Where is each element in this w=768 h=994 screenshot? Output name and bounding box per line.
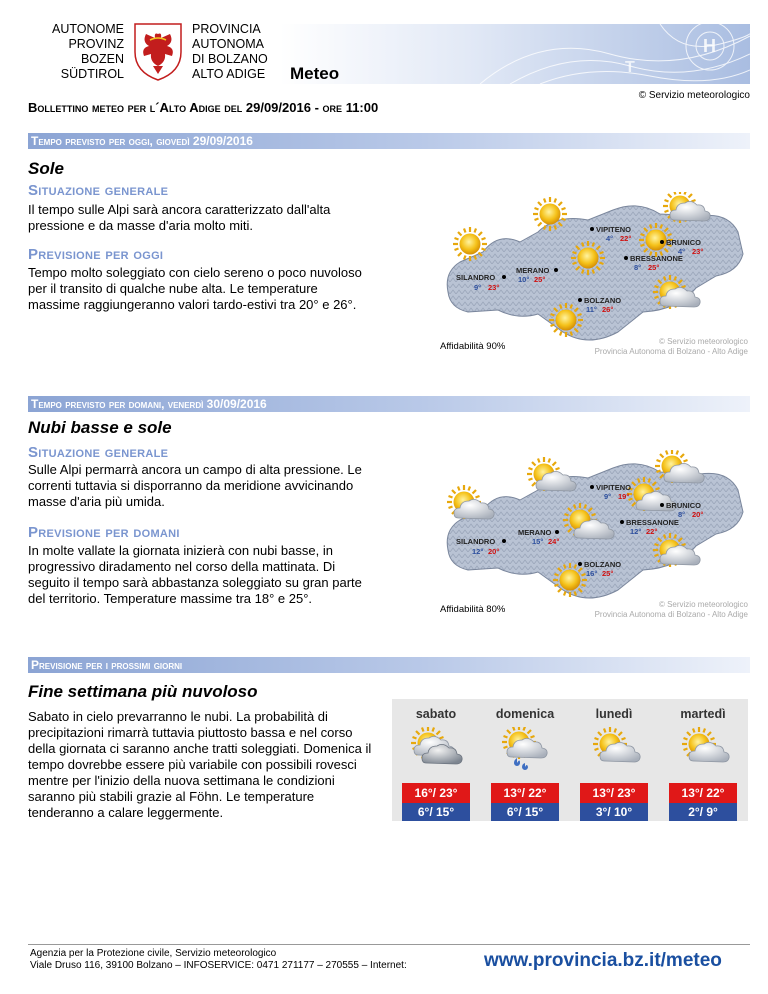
footer-address: Viale Druso 116, 39100 Bolzano – INFOSERVICE: 0471 271177 – 270555 – Internet: bbox=[30, 960, 407, 971]
bulletin-separator: - bbox=[314, 100, 319, 115]
station-min: 11° bbox=[586, 305, 597, 314]
map-credit-line: Provincia Autonoma di Bolzano - Alto Adige bbox=[594, 610, 748, 619]
forecast-day-column bbox=[481, 699, 569, 821]
header-banner bbox=[280, 24, 750, 84]
today-bar-label: Tempo previsto per oggi, giovedì bbox=[31, 134, 190, 148]
bulletin-time: 11:00 bbox=[345, 100, 379, 115]
today-situation-text: Il tempo sulle Alpi sarà ancora caratterizzato dall'alta pressione e da masse d'aria molto miti. bbox=[28, 202, 331, 233]
header-left-line: PROVINZ bbox=[68, 37, 124, 51]
forecast-day-label: lunedì bbox=[595, 707, 633, 721]
section-bar-today-label bbox=[31, 133, 253, 149]
partly-cloudy-icon bbox=[586, 727, 642, 771]
section-bar-today bbox=[28, 133, 750, 149]
forecast-day-label: martedì bbox=[680, 707, 726, 721]
tomorrow-reliability: Affidabilità 80% bbox=[440, 604, 506, 615]
tomorrow-headline: Nubi basse e sole bbox=[28, 418, 172, 437]
station-min: 12° bbox=[472, 547, 484, 556]
station-max: 20° bbox=[692, 510, 704, 519]
station-min: 16° bbox=[586, 569, 598, 578]
bulletin-date: 29/09/2016 bbox=[245, 100, 311, 115]
forecast-min-temp: 6°/ 15° bbox=[491, 803, 559, 821]
next-days-text: Sabato in cielo prevarranno le nubi. La probabilità di precipitazioni rimarrà tuttavia piuttosto bassa e nel corso della giornata ci saranno anche tratti soleggiati. Domenica il tempo dovrebbe essere più variabile con possibili rovesci mentre per l'inizio della nuova settimana le condizioni saranno più stabili grazie al Föhn. Le temperature tenderanno a calare leggermente. bbox=[28, 709, 372, 820]
header-right-line: PROVINCIA bbox=[192, 22, 261, 36]
header-right-line: ALTO ADIGE bbox=[192, 67, 266, 81]
footer-website-link[interactable]: www.provincia.bz.it/meteo bbox=[484, 950, 722, 971]
map-credit-line: © Servizio meteorologico bbox=[658, 600, 748, 609]
header-right-line: DI BOLZANO bbox=[192, 52, 268, 66]
header-left-name bbox=[28, 22, 124, 82]
bulletin-prefix: Bollettino meteo per l´Alto Adige del bbox=[28, 100, 243, 115]
station-max: 25° bbox=[534, 275, 546, 284]
showers-icon bbox=[497, 727, 553, 771]
station-name: MERANO bbox=[518, 528, 552, 537]
station-max: 26° bbox=[602, 305, 614, 314]
station-max: 20° bbox=[488, 547, 500, 556]
partly-cloudy-icon bbox=[675, 727, 731, 771]
station-max: 22° bbox=[620, 234, 632, 243]
footer-divider bbox=[28, 944, 750, 945]
station-name: BRUNICO bbox=[666, 238, 701, 247]
forecast-day-column bbox=[392, 699, 480, 821]
today-map-credit bbox=[580, 337, 748, 357]
station-min: 8° bbox=[634, 263, 642, 272]
forecast-max-temp: 16°/ 23° bbox=[402, 783, 470, 803]
section-bar-tomorrow bbox=[28, 396, 750, 412]
station-name: VIPITENO bbox=[596, 483, 632, 492]
province-crest-icon bbox=[132, 22, 184, 82]
station-name: BRESSANONE bbox=[626, 518, 679, 527]
cloudy-sun-icon bbox=[408, 727, 464, 771]
station-max: 23° bbox=[488, 283, 500, 292]
tomorrow-situation-text: Sulle Alpi permarrà ancora un campo di alta pressione. Le correnti tuttavia si disporranno da meridione avvicinando masse d'aria più umida. bbox=[28, 462, 362, 509]
tomorrow-forecast-title: Previsione per domani bbox=[28, 524, 180, 541]
header-right-name bbox=[192, 22, 268, 82]
tomorrow-weather-map bbox=[438, 450, 748, 610]
station-min: 9° bbox=[604, 492, 612, 501]
station-name: SILANDRO bbox=[456, 273, 496, 282]
station-max: 23° bbox=[692, 247, 704, 256]
forecast-min-temp: 2°/ 9° bbox=[669, 803, 737, 821]
header-left-line: SÜDTIROL bbox=[60, 67, 124, 81]
forecast-day-column bbox=[659, 699, 747, 821]
header-left-line: AUTONOME bbox=[52, 22, 124, 36]
tomorrow-bar-label: Tempo previsto per domani, venerdì bbox=[31, 397, 204, 411]
tomorrow-map-credit bbox=[580, 600, 748, 620]
today-bar-date: 29/09/2016 bbox=[192, 134, 253, 148]
station-min: 4° bbox=[678, 247, 686, 256]
section-bar-next-days bbox=[28, 657, 750, 673]
tomorrow-situation-title: Situazione generale bbox=[28, 444, 169, 461]
section-bar-tomorrow-label bbox=[31, 396, 267, 412]
svg-text:H: H bbox=[703, 36, 716, 56]
station-max: 22° bbox=[646, 527, 658, 536]
today-situation-title: Situazione generale bbox=[28, 182, 169, 199]
station-max: 25° bbox=[648, 263, 660, 272]
bulletin-ore-label: ore bbox=[322, 100, 343, 115]
station-name: MERANO bbox=[516, 266, 550, 275]
station-max: 19° bbox=[618, 492, 630, 501]
today-headline: Sole bbox=[28, 159, 64, 178]
station-name: VIPITENO bbox=[596, 225, 632, 234]
station-name: BRUNICO bbox=[666, 501, 701, 510]
station-min: 4° bbox=[606, 234, 614, 243]
forecast-max-temp: 13°/ 22° bbox=[669, 783, 737, 803]
station-min: 8° bbox=[678, 510, 686, 519]
map-credit-line: © Servizio meteorologico bbox=[658, 337, 748, 346]
station-min: 9° bbox=[474, 283, 482, 292]
forecast-day-label: domenica bbox=[495, 707, 555, 721]
today-forecast-title: Previsione per oggi bbox=[28, 246, 164, 263]
today-weather-map bbox=[438, 192, 748, 352]
page-title: Meteo bbox=[290, 64, 340, 83]
weather-chart-decoration bbox=[280, 24, 750, 84]
forecast-day-label: sabato bbox=[415, 707, 457, 721]
section-bar-next-days-label bbox=[31, 657, 182, 673]
copyright-notice: © Servizio meteorologico bbox=[638, 90, 750, 101]
next-days-bar-label: Previsione per i prossimi giorni bbox=[31, 658, 183, 672]
forecast-day-column bbox=[570, 699, 658, 821]
forecast-max-temp: 13°/ 22° bbox=[491, 783, 559, 803]
next-days-headline: Fine settimana più nuvoloso bbox=[28, 682, 258, 701]
station-name: BOLZANO bbox=[584, 560, 622, 569]
forecast-table bbox=[392, 699, 748, 821]
svg-text:T: T bbox=[625, 59, 635, 76]
station-name: BRESSANONE bbox=[630, 254, 683, 263]
station-min: 10° bbox=[518, 275, 530, 284]
forecast-min-temp: 6°/ 15° bbox=[402, 803, 470, 821]
station-max: 25° bbox=[602, 569, 614, 578]
header-left-line: BOZEN bbox=[80, 52, 124, 66]
station-min: 15° bbox=[532, 537, 544, 546]
tomorrow-bar-date: 30/09/2016 bbox=[206, 397, 267, 411]
map-credit-line: Provincia Autonoma di Bolzano - Alto Adige bbox=[594, 347, 748, 356]
today-reliability: Affidabilità 90% bbox=[440, 341, 506, 352]
forecast-min-temp: 3°/ 10° bbox=[580, 803, 648, 821]
tomorrow-forecast-text: In molte vallate la giornata inizierà con nubi basse, in progressivo diradamento nel corso della mattinata. Di seguito il tempo sarà abbastanza soleggiato su gran parte del territorio. Temperature massime tra 18° e 25°. bbox=[28, 543, 362, 606]
today-forecast-text: Tempo molto soleggiato con cielo sereno o poco nuvoloso per il transito di qualche nube alta. Le temperature massime raggiungeranno valori tardo-estivi tra 20° e 26°. bbox=[28, 265, 362, 312]
header-right-line: AUTONOMA bbox=[192, 37, 264, 51]
bulletin-heading bbox=[28, 100, 378, 115]
footer-agency: Agenzia per la Protezione civile, Servizio meteorologico bbox=[30, 948, 277, 959]
forecast-max-temp: 13°/ 23° bbox=[580, 783, 648, 803]
station-name: BOLZANO bbox=[584, 296, 622, 305]
station-min: 12° bbox=[630, 527, 642, 536]
station-max: 24° bbox=[548, 537, 560, 546]
station-name: SILANDRO bbox=[456, 537, 496, 546]
